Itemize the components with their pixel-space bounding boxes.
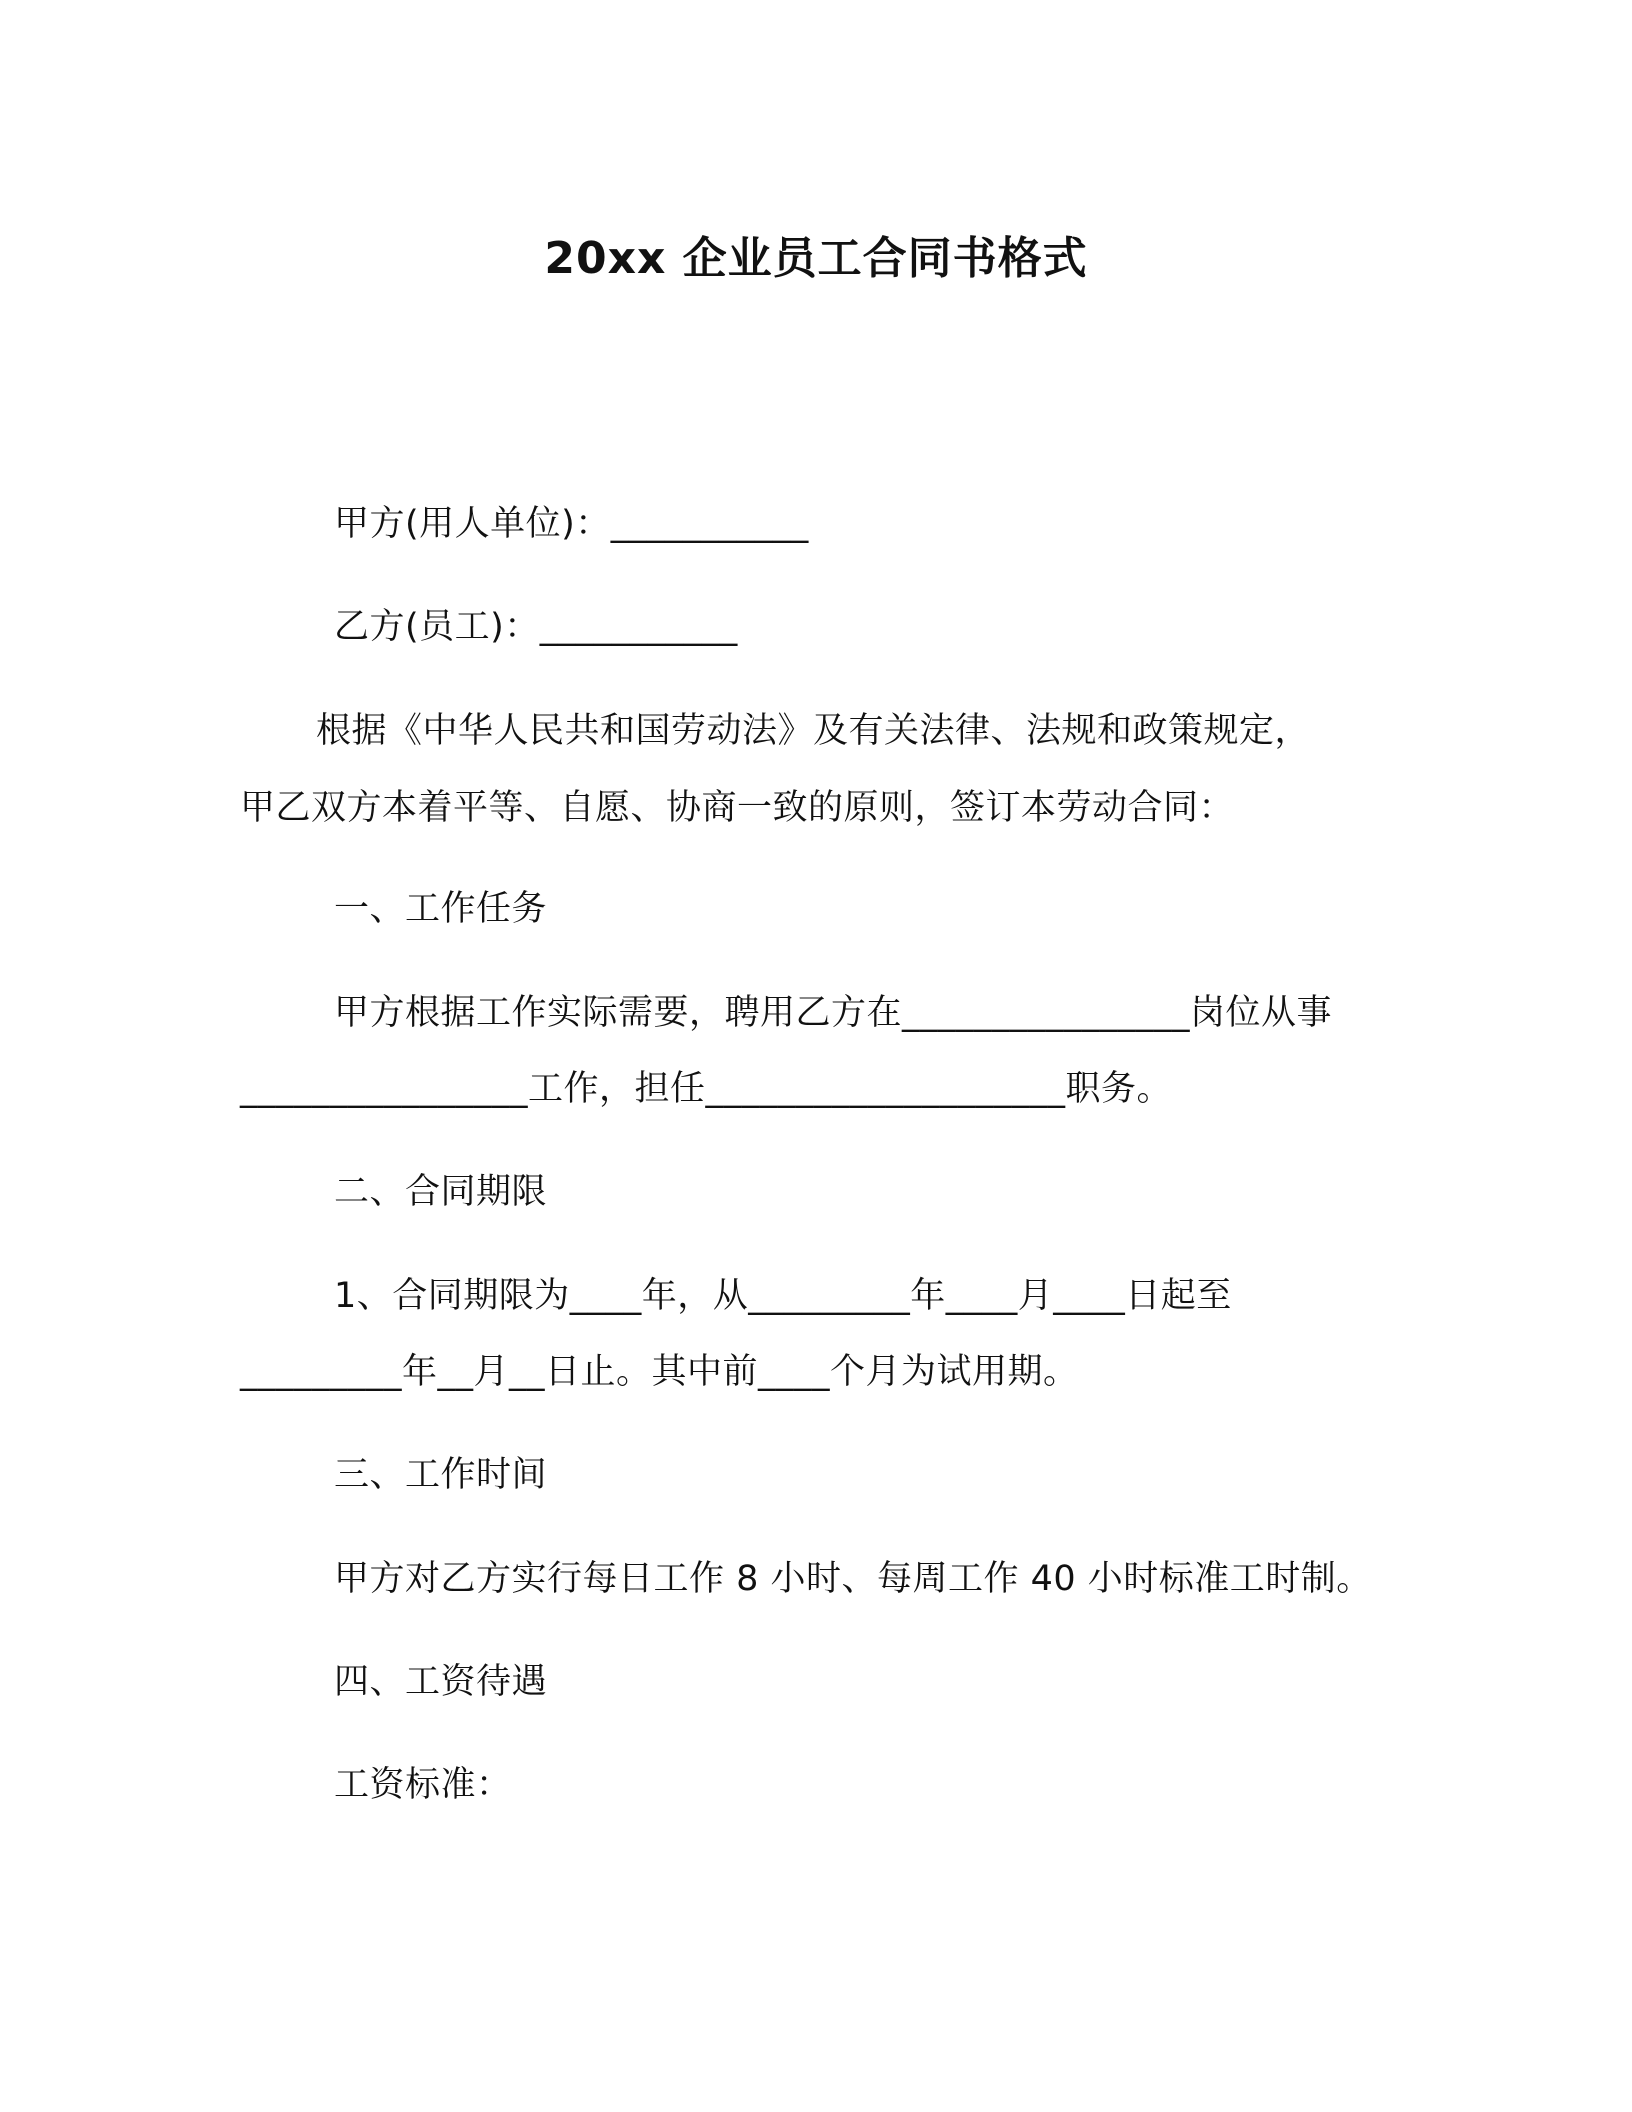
preamble-line-2: 甲乙双方本着平等、自愿、协商一致的原则，签订本劳动合同：: [240, 788, 1235, 828]
section-heading-3: 三、工作时间: [334, 1455, 548, 1495]
section-1-line-1: 甲方根据工作实际需要，聘用乙方在________________岗位从事: [334, 993, 1333, 1033]
document-title: 20xx 企业员工合同书格式: [544, 233, 1088, 284]
section-2-line-1: 1、合同期限为____年，从_________年____月____日起至: [334, 1276, 1232, 1316]
preamble-line-1: 根据《中华人民共和国劳动法》及有关法律、法规和政策规定，: [316, 711, 1311, 751]
party-b-line: 乙方(员工)：___________: [334, 607, 738, 647]
section-2-line-2: _________年__月__日止。其中前____个月为试用期。: [240, 1352, 1079, 1392]
section-4-line-1: 工资标准：: [334, 1765, 512, 1805]
section-1-line-2: ________________工作，担任____________________职务。: [240, 1069, 1173, 1109]
section-3-line-1: 甲方对乙方实行每日工作 8 小时、每周工作 40 小时标准工时制。: [334, 1559, 1372, 1599]
section-heading-4: 四、工资待遇: [334, 1662, 548, 1702]
party-a-line: 甲方(用人单位)：___________: [334, 504, 809, 544]
section-heading-2: 二、合同期限: [334, 1172, 548, 1212]
section-heading-1: 一、工作任务: [334, 889, 548, 929]
